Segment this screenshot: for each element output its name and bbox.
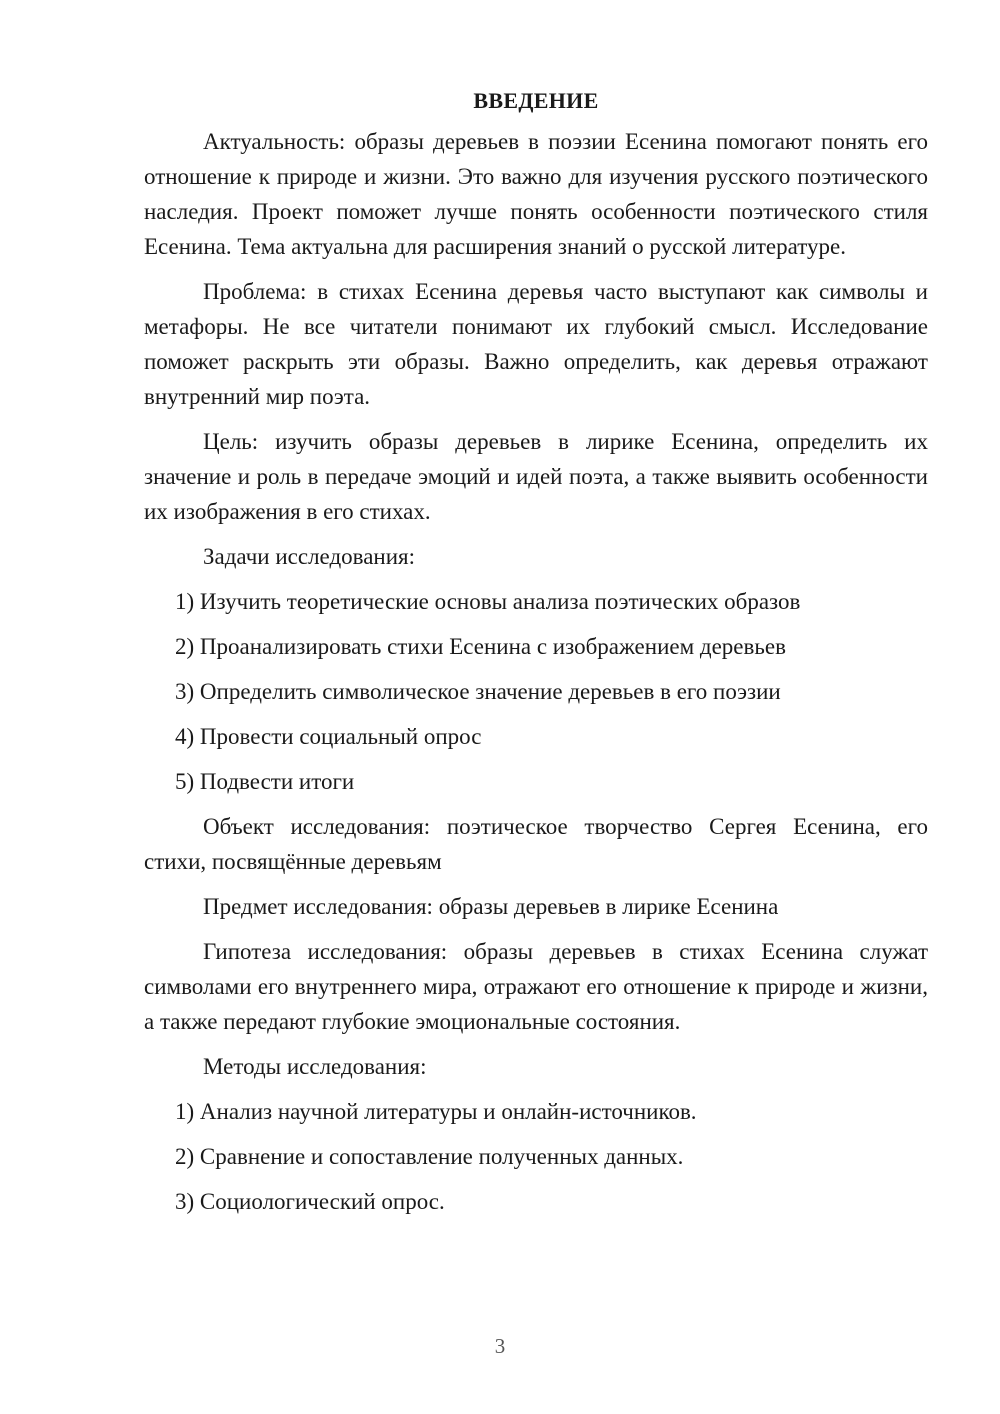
list-item: 5) Подвести итоги: [175, 769, 355, 794]
list-item: 2) Проанализировать стихи Есенина с изображением деревьев: [175, 634, 786, 659]
problem-paragraph: Проблема: в стихах Есенина деревья часто выступают как символы и метафоры. Не все читатели понимают их глубокий смысл. Исследование поможет раскрыть эти образы. Важно определить, как деревья отражают внутренний мир поэта.: [144, 279, 928, 409]
list-item: 2) Сравнение и сопоставление полученных данных.: [175, 1144, 684, 1169]
page-title: ВВЕДЕНИЕ: [473, 88, 599, 113]
object-paragraph: Объект исследования: поэтическое творчество Сергея Есенина, его стихи, посвящённые деревьям: [144, 814, 928, 874]
goal-paragraph: Цель: изучить образы деревьев в лирике Есенина, определить их значение и роль в передаче эмоций и идей поэта, а также выявить особенности их изображения в его стихах.: [144, 429, 928, 524]
subject-paragraph: Предмет исследования: образы деревьев в лирике Есенина: [203, 894, 779, 919]
tasks-heading: Задачи исследования:: [203, 544, 416, 569]
hypothesis-paragraph: Гипотеза исследования: образы деревьев в стихах Есенина служат символами его внутреннего мира, отражают его отношение к природе и жизни, а также передают глубокие эмоциональные состояния.: [144, 939, 928, 1034]
methods-list: [144, 1094, 928, 1219]
page-number: 3: [494, 1334, 506, 1358]
list-item: 1) Анализ научной литературы и онлайн-источников.: [175, 1099, 697, 1124]
document-page: [144, 88, 928, 1229]
relevance-paragraph: Актуальность: образы деревьев в поэзии Есенина помогают понять его отношение к природе и жизни. Это важно для изучения русского поэтического наследия. Проект поможет лучше понять особенности поэтического стиля Есенина. Тема актуальна для расширения знаний о русской литературе.: [144, 129, 928, 259]
methods-heading: Методы исследования:: [203, 1054, 427, 1079]
tasks-list: [144, 584, 928, 799]
list-item: 1) Изучить теоретические основы анализа поэтических образов: [175, 589, 801, 614]
list-item: 3) Определить символическое значение деревьев в его поэзии: [175, 679, 781, 704]
list-item: 3) Социологический опрос.: [175, 1189, 445, 1214]
list-item: 4) Провести социальный опрос: [175, 724, 482, 749]
